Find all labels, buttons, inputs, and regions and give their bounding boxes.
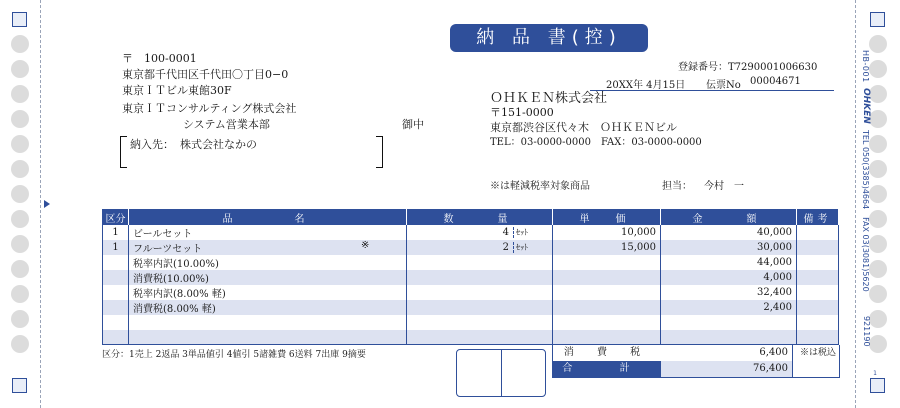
col-header-price: 単 価 — [553, 210, 661, 226]
qty-value: 4 — [502, 227, 509, 238]
tax-included-note: ※は税込 — [799, 348, 836, 358]
cell-price — [553, 285, 661, 300]
sender-address: 東京都渋谷区代々木 ＯＨＫＥＮビル — [490, 121, 677, 134]
qty-unit: ｾｯﾄ — [513, 227, 552, 238]
cell-price — [553, 315, 661, 330]
item-name: 消費税(8.00% 軽) — [133, 304, 216, 315]
cell-note — [797, 255, 839, 270]
cell-amount: 44,000 — [661, 255, 797, 270]
table-row — [103, 300, 839, 315]
cell-note — [797, 270, 839, 285]
cell-qty — [407, 330, 553, 345]
cell-name — [129, 255, 407, 270]
cell-name — [129, 315, 407, 330]
cell-kubun: 1 — [103, 225, 129, 240]
col-header-kubun: 区分 — [103, 210, 129, 226]
issue-date: 20XX年 4月15日 — [606, 80, 686, 91]
feed-hole-icon — [869, 310, 887, 328]
cell-price: 10,000 — [553, 225, 661, 240]
corner-mark-icon — [12, 378, 27, 393]
table-row — [103, 270, 839, 285]
cell-note — [797, 300, 839, 315]
cell-qty — [407, 270, 553, 285]
cell-amount — [661, 330, 797, 345]
reduced-mark: ※ — [361, 240, 370, 251]
date-slip-line — [590, 76, 834, 91]
feed-hole-icon — [11, 135, 29, 153]
cell-note — [797, 240, 839, 255]
delivery-label: 納入先： — [130, 138, 174, 151]
total-value: 76,400 — [661, 361, 793, 377]
recipient-address2: 東京ＩＴビル東館30F — [122, 84, 232, 97]
cell-amount: 40,000 — [661, 225, 797, 240]
form-code-top: HB-001 — [861, 50, 870, 83]
items-table — [102, 209, 839, 345]
brand-logo: OHKEN — [861, 88, 871, 124]
cell-name — [129, 225, 407, 240]
feed-hole-icon — [869, 235, 887, 253]
cell-qty — [407, 225, 553, 240]
cell-name — [129, 270, 407, 285]
cell-name — [129, 240, 407, 255]
cell-amount: 2,400 — [661, 300, 797, 315]
cell-price: 15,000 — [553, 240, 661, 255]
item-name: 税率内訳(10.00%) — [133, 259, 219, 270]
cell-note — [797, 315, 839, 330]
recipient-dept: システム営業本部 — [183, 118, 270, 131]
cell-amount: 30,000 — [661, 240, 797, 255]
cell-kubun — [103, 315, 129, 330]
table-row — [103, 240, 839, 255]
cell-amount — [661, 315, 797, 330]
cell-qty — [407, 315, 553, 330]
feed-hole-icon — [11, 335, 29, 353]
qty-unit: ｾｯﾄ — [513, 242, 552, 253]
delivery-to: 株式会社なかの — [180, 138, 257, 151]
feed-arrow-icon — [44, 200, 50, 208]
sender-company: ＯＨＫＥＮ株式会社 — [490, 91, 608, 106]
cell-price — [553, 270, 661, 285]
table-row — [103, 255, 839, 270]
cell-kubun — [103, 285, 129, 300]
cell-kubun — [103, 300, 129, 315]
col-header-qty: 数 量 — [407, 210, 553, 226]
cell-amount: 32,400 — [661, 285, 797, 300]
feed-hole-icon — [869, 35, 887, 53]
cell-note — [797, 285, 839, 300]
feed-hole-icon — [11, 210, 29, 228]
cell-qty — [407, 300, 553, 315]
feed-hole-icon — [869, 60, 887, 78]
cell-kubun — [103, 270, 129, 285]
feed-hole-icon — [11, 235, 29, 253]
feed-hole-icon — [869, 260, 887, 278]
cell-name — [129, 330, 407, 345]
feed-hole-icon — [11, 260, 29, 278]
bracket-right — [376, 136, 383, 168]
tax-label: 消 費 税 — [563, 347, 651, 358]
feed-hole-icon — [869, 85, 887, 103]
feed-hole-icon — [11, 35, 29, 53]
cell-qty — [407, 255, 553, 270]
feed-hole-icon — [869, 110, 887, 128]
feed-hole-icon — [11, 310, 29, 328]
feed-hole-icon — [869, 210, 887, 228]
total-row — [553, 345, 839, 374]
form-page-mark: 1 — [873, 370, 877, 377]
cell-price — [553, 300, 661, 315]
corner-mark-icon — [870, 378, 885, 393]
totals-box — [552, 345, 840, 378]
feed-hole-icon — [11, 185, 29, 203]
tax-value: 6,400 — [661, 345, 793, 361]
bracket-left — [120, 136, 127, 168]
feed-hole-icon — [11, 110, 29, 128]
table-row — [103, 330, 839, 345]
category-legend: 区分：1売上 2返品 3単品値引 4値引 5諸雑費 6送料 7出庫 9摘要 — [102, 350, 366, 360]
corner-mark-icon — [870, 12, 885, 27]
item-name: ビールセット — [133, 229, 193, 240]
table-row — [103, 315, 839, 330]
recipient-address1: 東京都千代田区千代田〇丁目0−0 — [122, 68, 289, 81]
cell-qty — [407, 285, 553, 300]
feed-hole-icon — [869, 185, 887, 203]
sender-tel-fax: TEL：03-0000-0000 FAX：03-0000-0000 — [490, 137, 702, 148]
feed-hole-icon — [11, 85, 29, 103]
table-row — [103, 285, 839, 300]
slip-number-label: 伝票No — [706, 80, 741, 91]
registration-number: 登録番号：T7290001006630 — [678, 62, 818, 73]
col-header-note: 備考 — [797, 210, 839, 226]
cell-kubun — [103, 255, 129, 270]
slip-number: 00004671 — [750, 76, 801, 87]
left-feed-strip — [0, 0, 41, 408]
cell-amount: 4,000 — [661, 270, 797, 285]
recipient-company: 東京ＩＴコンサルティング株式会社 — [122, 102, 297, 115]
sender-postal: 〒151-0000 — [490, 106, 554, 119]
cell-price — [553, 330, 661, 345]
cell-qty — [407, 240, 553, 255]
honorific: 御中 — [402, 118, 424, 131]
recipient-postal: 〒 100-0001 — [122, 52, 197, 65]
reduced-tax-note: ※は軽減税率対象商品 — [490, 181, 590, 192]
cell-name — [129, 285, 407, 300]
cell-price — [553, 255, 661, 270]
feed-hole-icon — [11, 60, 29, 78]
item-name: フルーツセット — [133, 244, 203, 255]
approval-stamp-box — [456, 349, 546, 397]
feed-hole-icon — [11, 285, 29, 303]
side-contact: TEL 050(3385)4664 FAX 03(3081)5620 — [861, 130, 870, 292]
corner-mark-icon — [12, 12, 27, 27]
cell-kubun: 1 — [103, 240, 129, 255]
form-code-bottom: 921190 — [862, 316, 871, 347]
feed-hole-icon — [869, 335, 887, 353]
item-name: 税率内訳(8.00% 軽) — [133, 289, 226, 300]
document-title: 納 品 書(控) — [450, 24, 648, 52]
staff-label: 担当： — [662, 181, 692, 192]
item-name: 消費税(10.00%) — [133, 274, 209, 285]
col-header-amount: 金 額 — [661, 210, 797, 226]
feed-hole-icon — [869, 285, 887, 303]
table-row — [103, 225, 839, 240]
qty-value: 2 — [502, 242, 509, 253]
feed-hole-icon — [11, 160, 29, 178]
cell-name — [129, 300, 407, 315]
feed-hole-icon — [869, 160, 887, 178]
col-header-name: 品 名 — [129, 210, 407, 226]
total-label: 合 計 — [553, 361, 661, 377]
staff-name: 今村 一 — [704, 181, 744, 192]
feed-hole-icon — [869, 135, 887, 153]
cell-note — [797, 225, 839, 240]
cell-note — [797, 330, 839, 345]
table-header-row — [103, 210, 839, 226]
cell-kubun — [103, 330, 129, 345]
